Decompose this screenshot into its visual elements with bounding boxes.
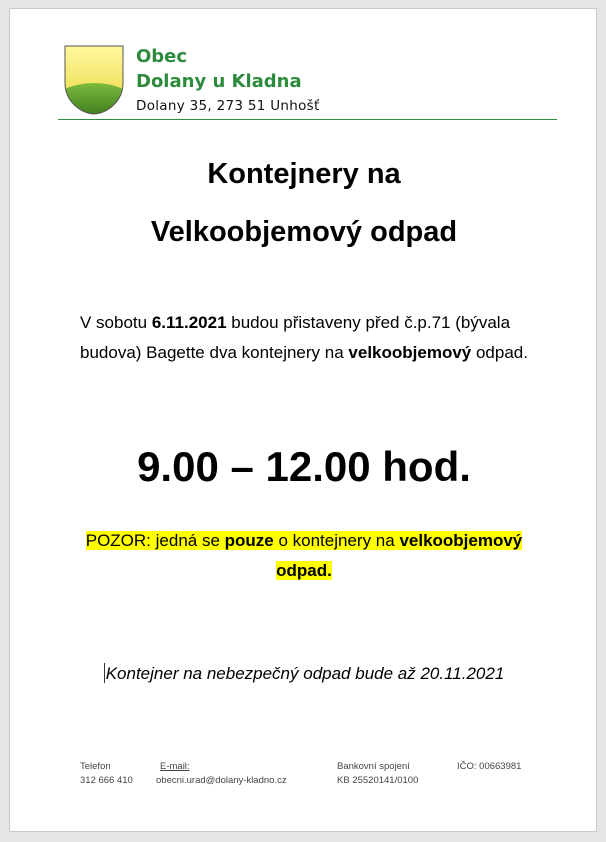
- org-name-line2: Dolany u Kladna: [136, 71, 302, 92]
- footer-phone-label: Telefon: [80, 761, 111, 772]
- announcement-paragraph: [80, 308, 540, 367]
- warning-notice: [70, 526, 538, 585]
- org-name-line1: Obec: [136, 46, 188, 67]
- text-cursor: [104, 663, 105, 683]
- time-range: 9.00 – 12.00 hod.: [137, 443, 471, 490]
- footer-email-label[interactable]: E-mail:: [160, 761, 190, 772]
- footer-ico: [457, 760, 521, 774]
- document-title-line2: Velkoobjemový odpad: [150, 216, 458, 248]
- footer-ico-value: IČO: 00663981: [457, 761, 522, 772]
- footer-phone-value: 312 666 410: [80, 775, 133, 786]
- warning-text-a: POZOR: jedná se: [85, 531, 225, 550]
- para-bold-word: velkoobjemový: [348, 342, 472, 362]
- para-text-c: odpad.: [471, 342, 528, 362]
- hazardous-waste-note: [10, 663, 598, 684]
- document-page: [9, 8, 597, 832]
- para-text-b: budou přistaveny před č.p.71 (bývala budova) Bagette dva kontejnery na: [80, 313, 511, 362]
- org-address: Dolany 35, 273 51 Unhošť: [136, 98, 320, 114]
- footer-bank-value: KB 25520141/0100: [337, 775, 419, 786]
- footer-email-value[interactable]: obecni.urad@dolany-kladno.cz: [156, 775, 287, 786]
- footer-email: [156, 760, 287, 788]
- document-title-line1: Kontejnery na: [207, 158, 401, 190]
- warning-bold-bulky-waste: velkoobjemový odpad.: [276, 531, 523, 580]
- coat-of-arms-icon: [64, 45, 124, 115]
- note-text: Kontejner na nebezpečný odpad bude až 20.11.2021: [105, 664, 505, 683]
- footer-bank-label: Bankovní spojení: [337, 761, 410, 772]
- warning-bold-only: pouze: [224, 531, 274, 550]
- warning-text-b: o kontejnery na: [273, 531, 400, 550]
- footer-bank: [337, 760, 418, 788]
- header-divider: [58, 119, 557, 120]
- footer-phone: [80, 760, 133, 788]
- event-date: 6.11.2021: [151, 313, 227, 332]
- para-text-a: V sobotu: [80, 313, 152, 332]
